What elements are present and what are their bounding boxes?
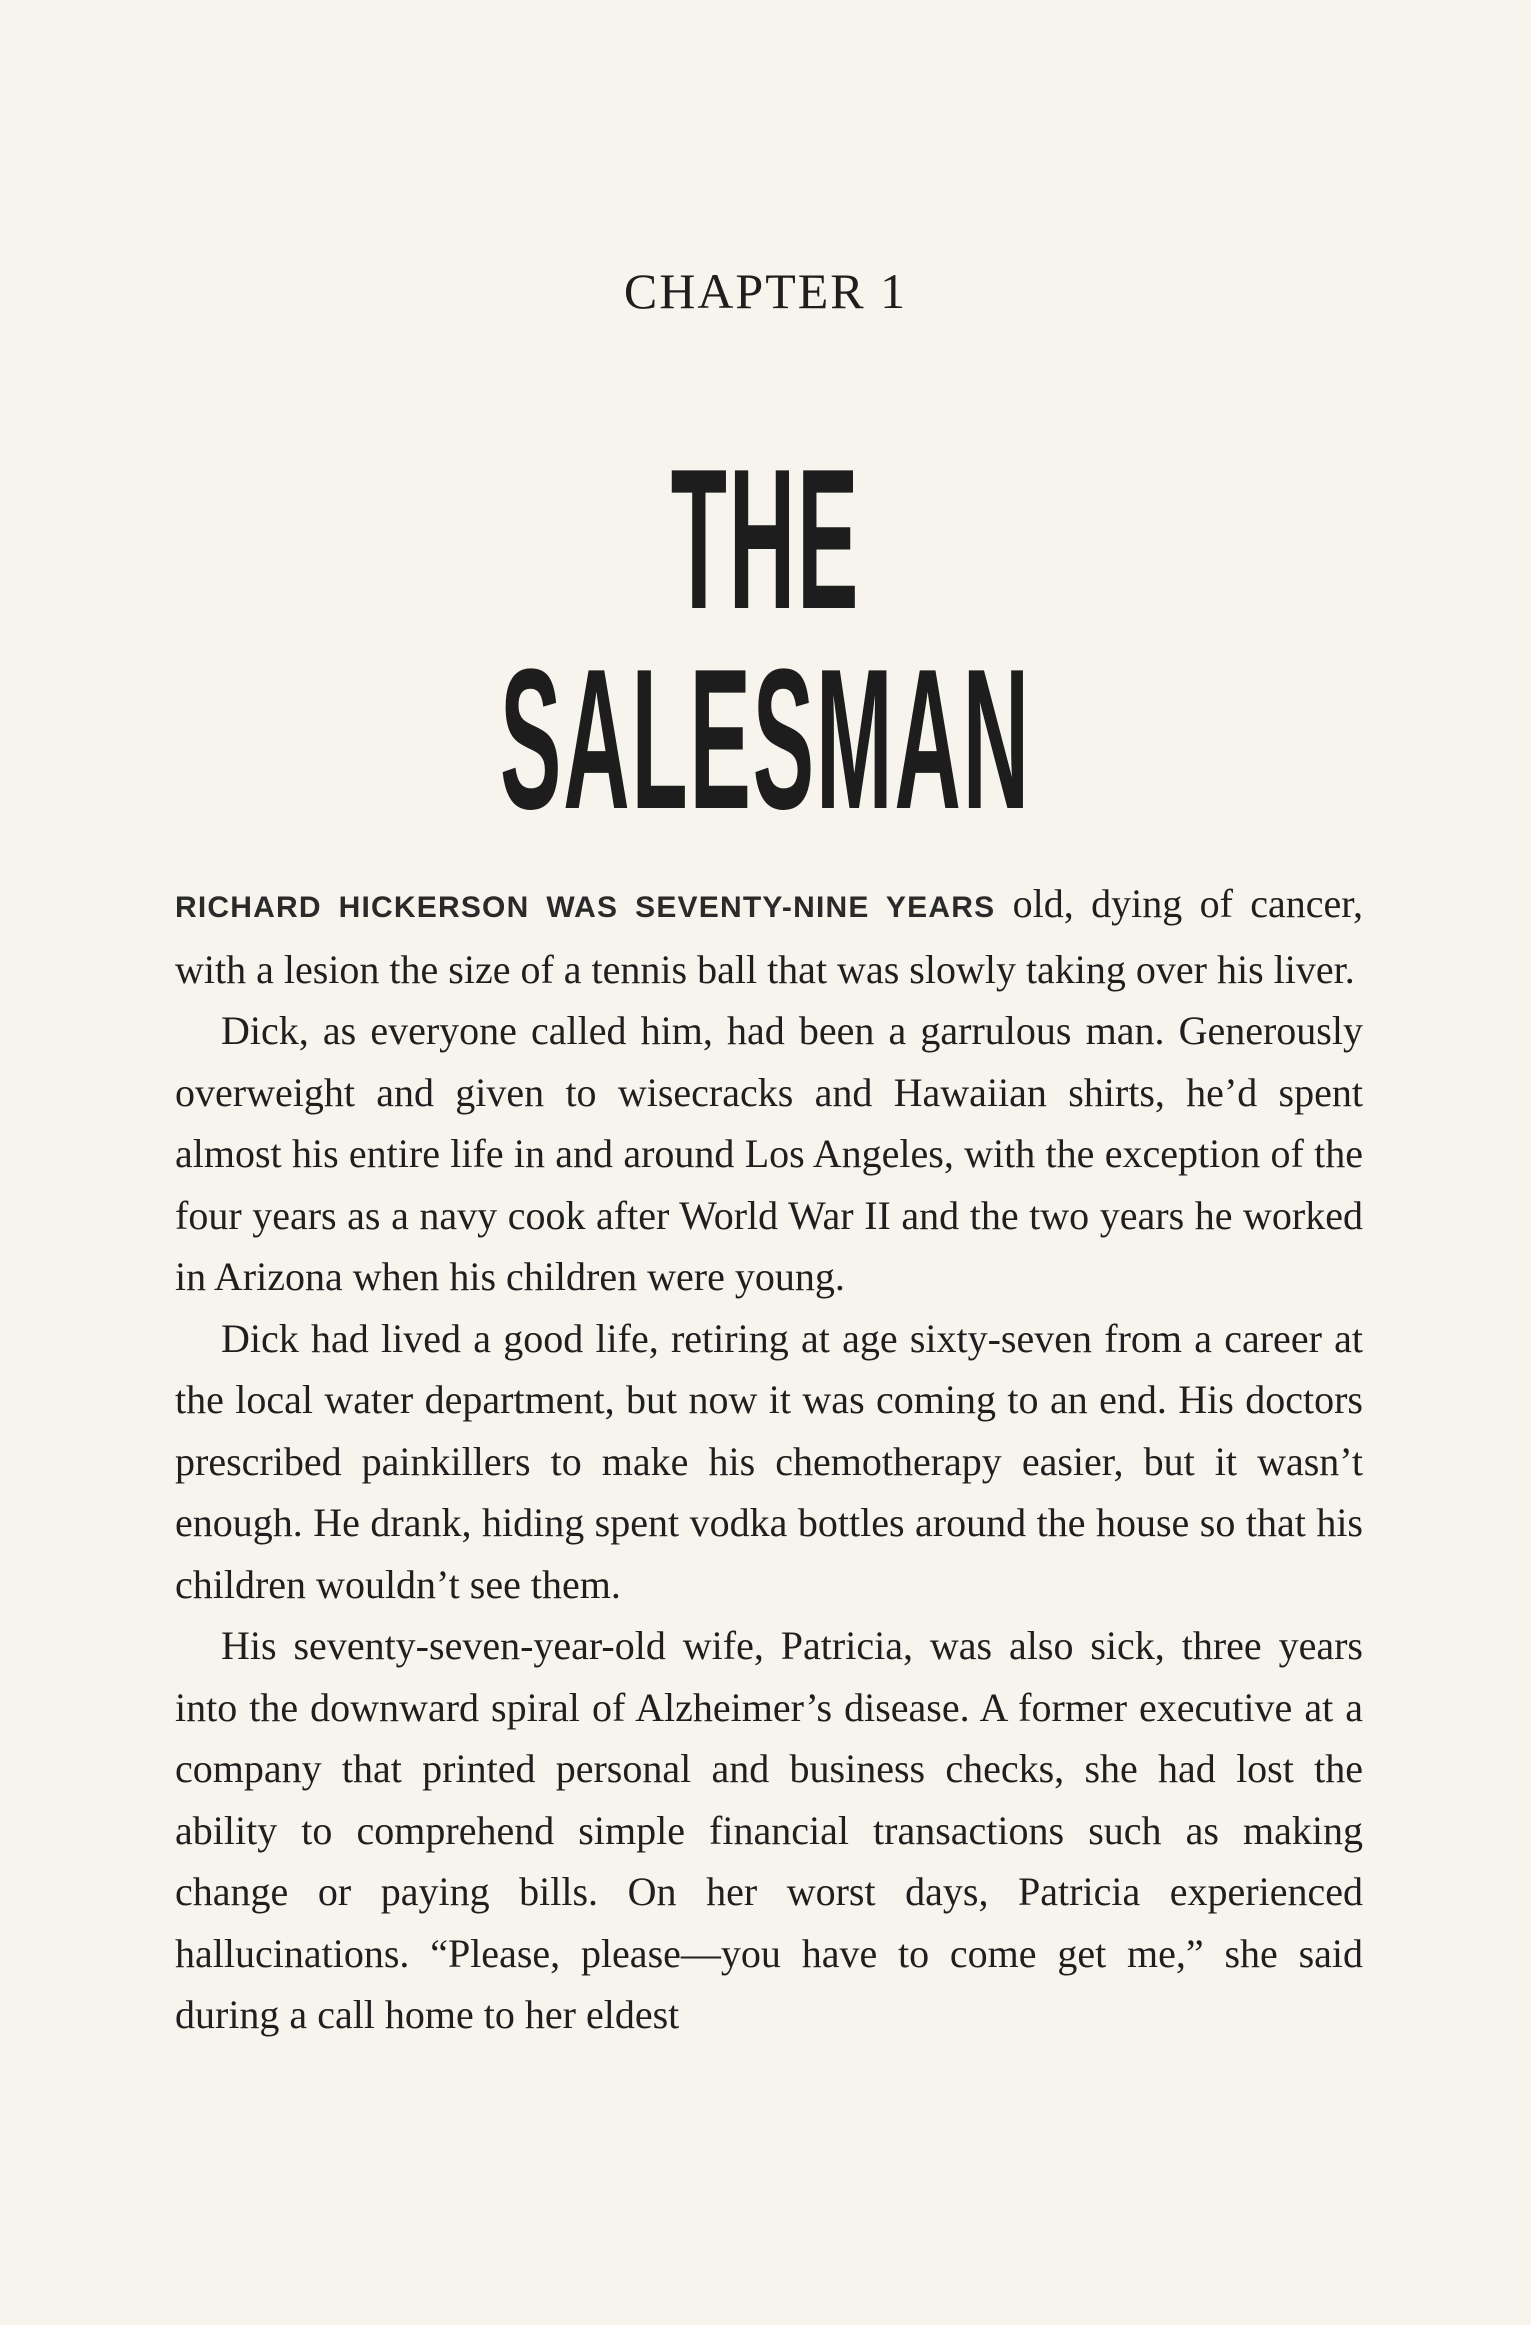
- paragraph-1: [175, 873, 1363, 1000]
- paragraph-2: Dick, as everyone called him, had been a garrulous man. Generously overweight and given to wisecracks and Hawaiian shirts, he’d spent almost his entire life in and around Los Angeles, with the exception of the four years as a navy cook after World War II and the two years he worked in Arizona when his children were young.: [175, 1008, 1363, 1299]
- chapter-label: CHAPTER 1: [623, 263, 908, 319]
- paragraph-4: His seventy-seven-year-old wife, Patricia, was also sick, three years into the downward spiral of Alzheimer’s disease. A former executive at a company that printed personal and business checks, she had lost the ability to comprehend simple financial transactions such as making change or paying bills. On her worst days, Patricia experienced hallucinations. “Please, please—you have to come get me,” she said during a call home to her eldest: [175, 1623, 1363, 2037]
- body-text: [175, 873, 1363, 2046]
- chapter-title: THE SALESMAN: [500, 428, 1031, 851]
- paragraph-1-text: old, dying of cancer, with a lesion the size of a tennis ball that was slowly taking over his liver.: [175, 881, 1363, 992]
- paragraph-lead-caps: RICHARD HICKERSON WAS SEVENTY-NINE YEARS: [175, 891, 996, 924]
- paragraph-3: Dick had lived a good life, retiring at age sixty-seven from a career at the local water department, but now it was coming to an end. His doctors prescribed painkillers to make his chemotherapy easier, but it wasn’t enough. He drank, hiding spent vodka bottles around the house so that his children wouldn’t see them.: [175, 1315, 1363, 1607]
